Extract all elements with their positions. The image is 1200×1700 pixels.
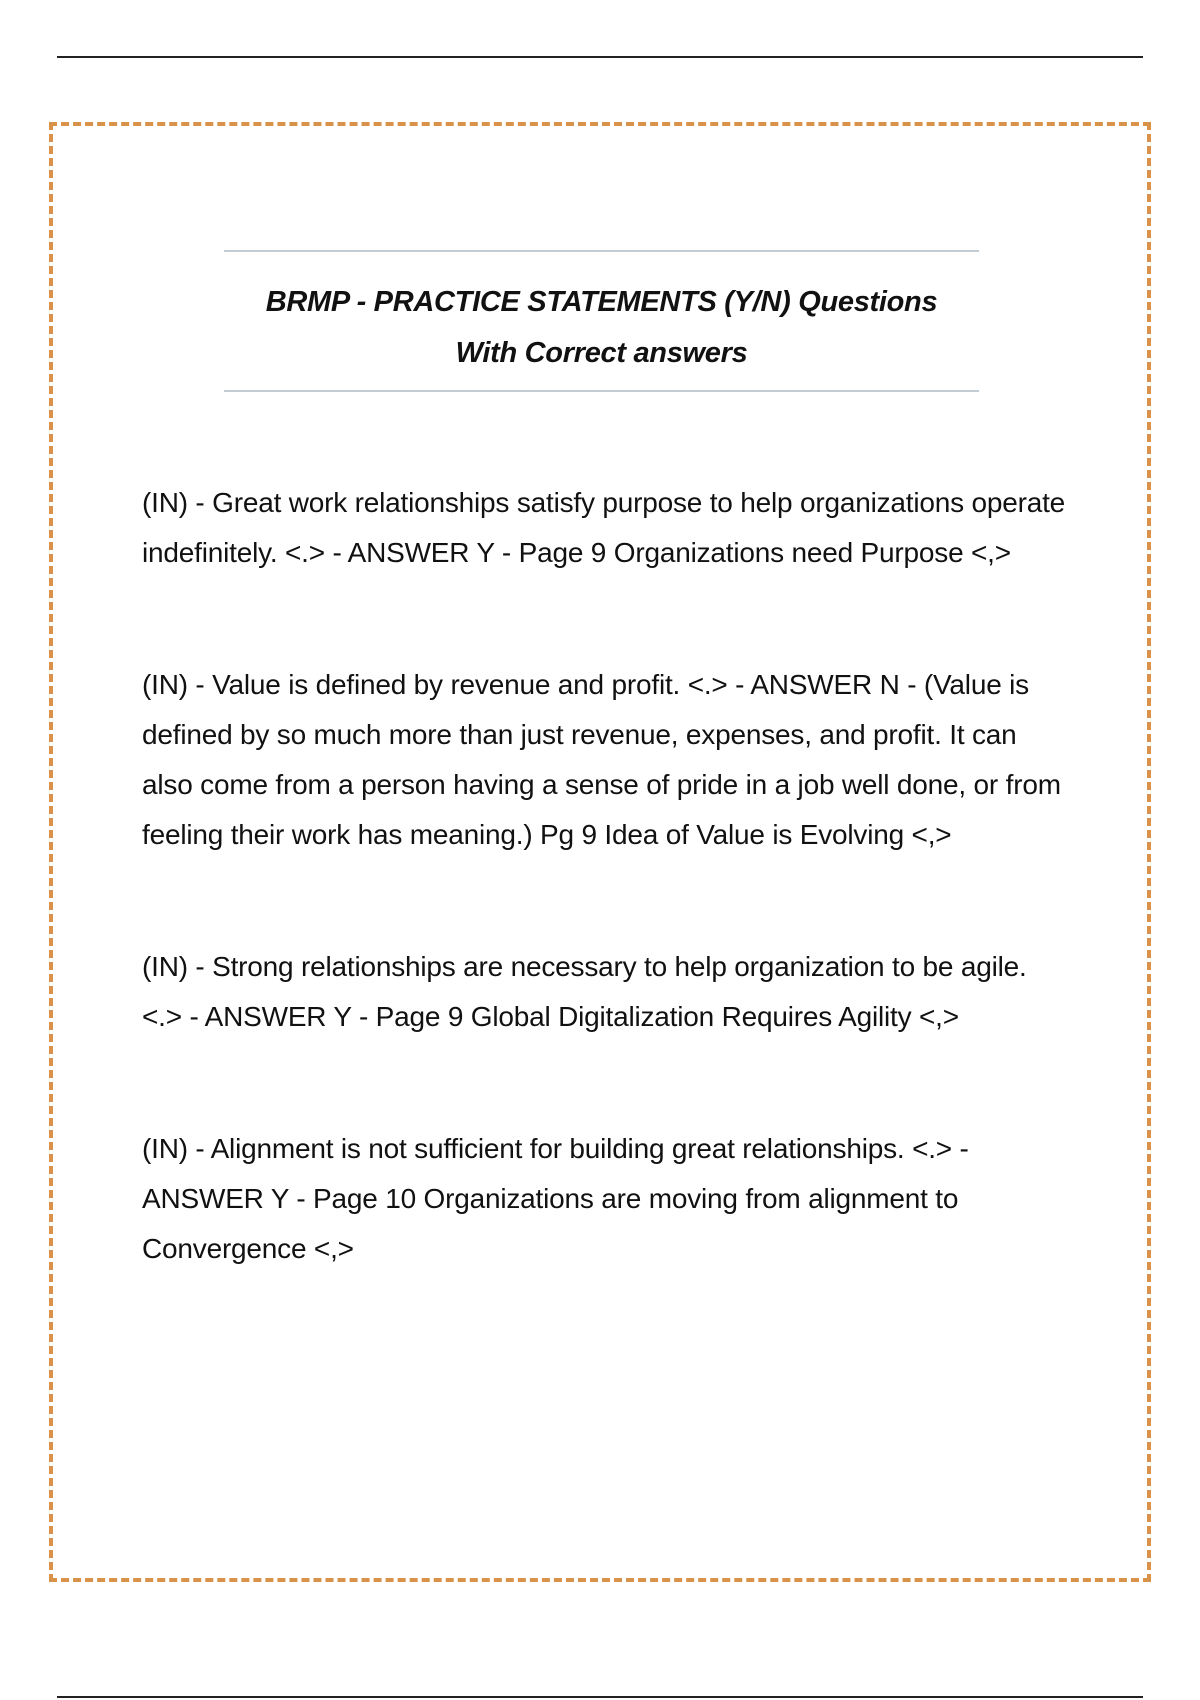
statement-3: (IN) - Strong relationships are necessary to help organization to be agile. <.> - ANSWER Y - Page 9 Global Digitalization Requires Agility <,> <box>142 951 1027 1032</box>
statement-2: (IN) - Value is defined by revenue and profit. <.> - ANSWER N - (Value is defined by so much more than just revenue, expenses, and profit. It can also come from a person having a sense of pride in a job well done, or from feeling their work has meaning.) Pg 9 Idea of Value is Evolving <,> <box>142 669 1061 850</box>
title-block <box>224 250 979 392</box>
page-header-rule <box>57 56 1143 58</box>
statement-4: (IN) - Alignment is not sufficient for building great relationships. <.> - ANSWER Y - Page 10 Organizations are moving from alignment to Convergence <,> <box>142 1133 969 1264</box>
document-title: BRMP - PRACTICE STATEMENTS (Y/N) Questions <box>265 286 938 318</box>
document-subtitle: With Correct answers <box>455 337 748 369</box>
statement-list <box>142 478 1072 1274</box>
statement-1: (IN) - Great work relationships satisfy purpose to help organizations operate indefinitely. <.> - ANSWER Y - Page 9 Organizations need Purpose <,> <box>142 487 1066 568</box>
page-footer-rule <box>57 1696 1143 1698</box>
